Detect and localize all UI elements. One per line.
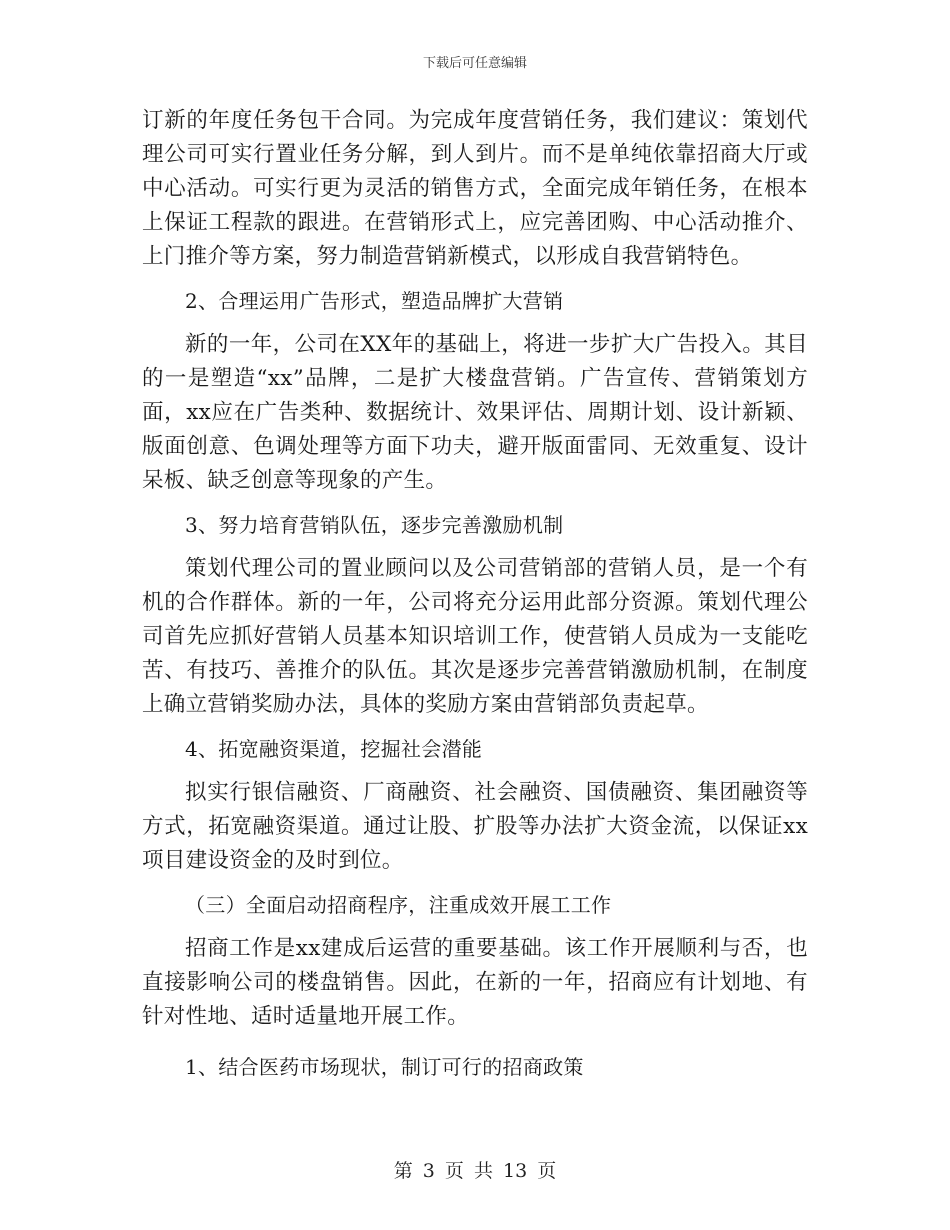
document-body [142,104,808,1084]
section-heading-6: 1、结合医药市场现状，制订可行的招商政策 [185,1055,584,1079]
section-heading-3: 3、努力培育营销队伍，逐步完善激励机制 [185,513,564,537]
paragraph-5: 招商工作是xx建成后运营的重要基础。该工作开展顺利与否，也直接影响公司的楼盘销售。因此，在新的一年，招商应有计划地、有针对性地、适时适量地开展工作。 [142,936,808,1029]
paragraph-1: 订新的年度任务包干合同。为完成年度营销任务，我们建议：策划代理公司可实行置业任务分解，到人到片。而不是单纯依靠招商大厅或中心活动。可实行更为灵活的销售方式，全面完成年销任务，在根本上保证工程款的跟进。在营销形式上，应完善团购、中心活动推介、上门推介等方案，努力制造营销新模式，以形成自我营销特色。 [142,108,808,269]
section-heading-5: （三）全面启动招商程序，注重成效开展工工作 [185,893,612,917]
paragraph-2: 新的一年，公司在XX年的基础上，将进一步扩大广告投入。其目的一是塑造“xx”品牌，二是扩大楼盘营销。广告宣传、营销策划方面，xx应在广告类种、数据统计、效果评估、周期计划、设计新颖、版面创意、色调处理等方面下功夫，避开版面雷同、无效重复、设计呆板、缺乏创意等现象的产生。 [142,332,808,493]
paragraph-4: 拟实行银信融资、厂商融资、社会融资、国债融资、集团融资等方式，拓宽融资渠道。通过让股、扩股等办法扩大资金流，以保证xx项目建设资金的及时到位。 [142,780,808,873]
section-heading-4: 4、拓宽融资渠道，挖掘社会潜能 [185,737,483,761]
section-heading-2: 2、合理运用广告形式，塑造品牌扩大营销 [185,289,564,313]
page-number-footer: 第 3 页 共 13 页 [393,1160,557,1182]
page-header-note: 下载后可任意编辑 [422,56,527,71]
paragraph-3: 策划代理公司的置业顾问以及公司营销部的营销人员，是一个有机的合作群体。新的一年，公司将充分运用此部分资源。策划代理公司首先应抓好营销人员基本知识培训工作，使营销人员成为一支能吃苦、有技巧、善推介的队伍。其次是逐步完善营销激励机制，在制度上确立营销奖励办法，具体的奖励方案由营销部负责起草。 [142,556,808,717]
